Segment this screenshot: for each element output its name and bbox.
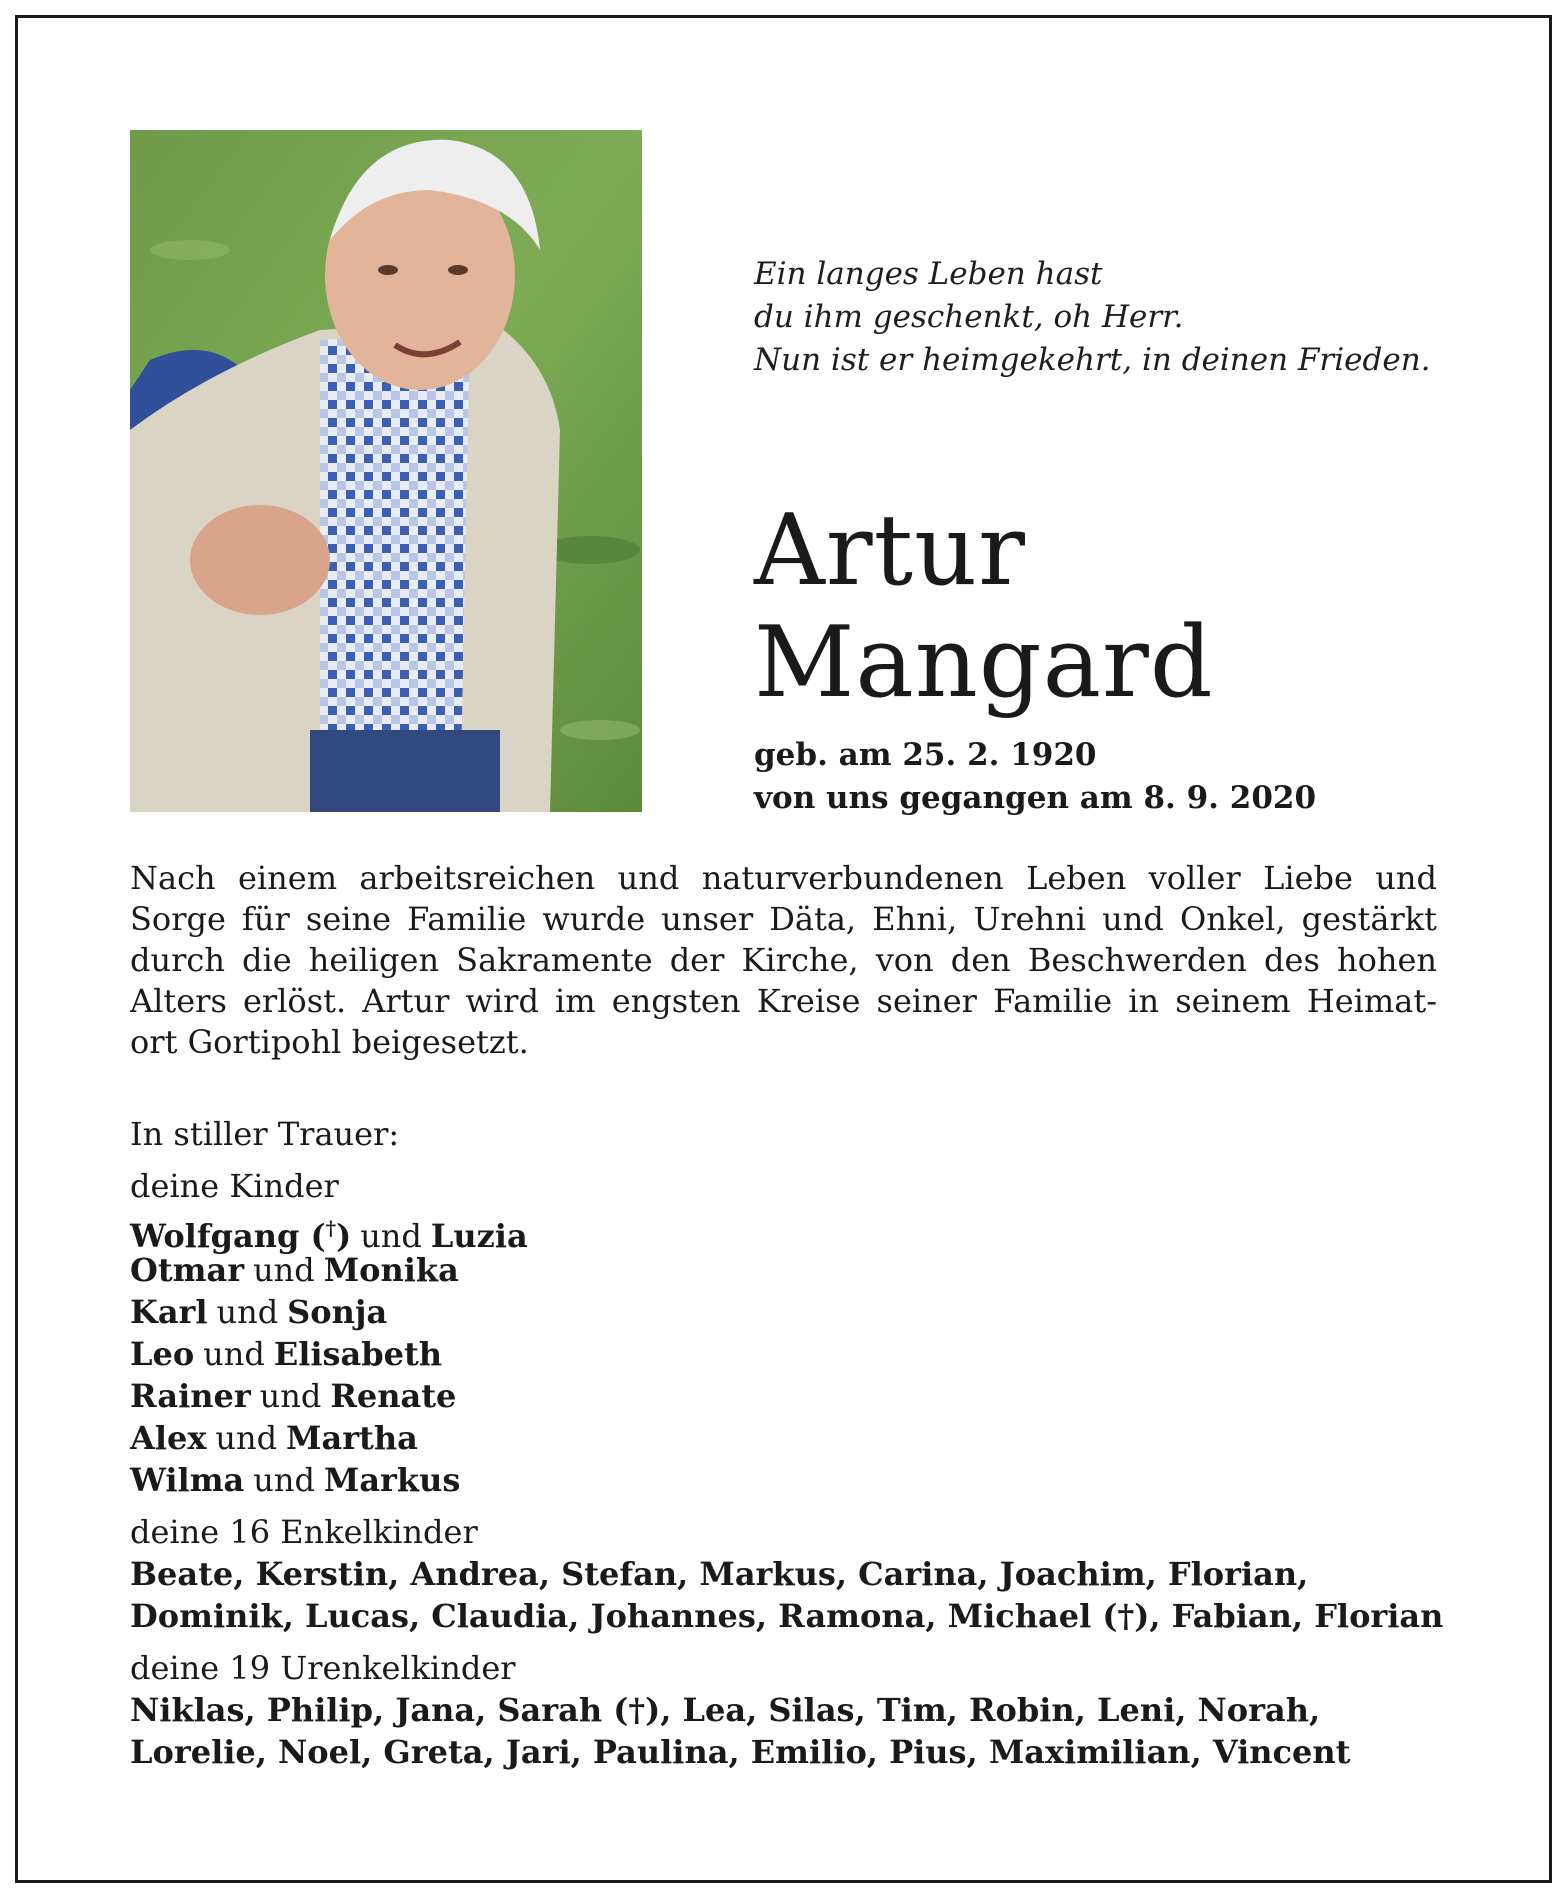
couple-row (130, 1375, 1443, 1417)
death-date: von uns gegangen am 8. 9. 2020 (754, 780, 1317, 816)
couple-row (130, 1291, 1443, 1333)
and-word: und (253, 1461, 315, 1499)
mourners-list (130, 1113, 1443, 1773)
and-word: und (360, 1217, 422, 1255)
last-name: Mangard (754, 606, 1214, 720)
child-name: Rainer (130, 1377, 251, 1415)
obituary-line: Alters erlöst. Artur wird im engsten Kreise seiner Familie in seinem Heimat- (130, 982, 1437, 1020)
and-word: und (253, 1251, 315, 1289)
obituary-line: durch die heiligen Sakramente der Kirche, von den Beschwerden des hohen (130, 941, 1437, 979)
spouse-name: Elisabeth (273, 1335, 443, 1373)
couple-row (130, 1417, 1443, 1459)
child-name: Otmar (130, 1251, 245, 1289)
verse-line: du ihm geschenkt, oh Herr. (754, 299, 1184, 335)
child-name: Alex (130, 1419, 207, 1457)
obituary-line: Sorge für seine Familie wurde unser Däta, Ehni, Urehni und Onkel, gestärkt (130, 900, 1437, 938)
couple-row (130, 1459, 1443, 1501)
great-grandchildren-line: Niklas, Philip, Jana, Sarah (†), Lea, Silas, Tim, Robin, Leni, Norah, (130, 1691, 1321, 1729)
spouse-name: Monika (323, 1251, 459, 1289)
birth-date: geb. am 25. 2. 1920 (754, 737, 1097, 773)
and-word: und (259, 1377, 322, 1415)
obituary-line: ort Gortipohl beigesetzt. (130, 1023, 529, 1061)
spouse-name: Martha (286, 1419, 418, 1457)
spouse-name: Markus (323, 1461, 461, 1499)
obituary-text (130, 858, 1437, 1063)
spouse-name: Sonja (287, 1293, 388, 1331)
spouse-name: Luzia (430, 1217, 528, 1255)
great-grandchildren-label: deine 19 Urenkelkinder (130, 1649, 516, 1687)
grandchildren-line: Dominik, Lucas, Claudia, Johannes, Ramona, Michael (†), Fabian, Florian (130, 1597, 1444, 1635)
grandchildren-line: Beate, Kerstin, Andrea, Stefan, Markus, Carina, Joachim, Florian, (130, 1555, 1309, 1593)
portrait-photo (130, 130, 642, 812)
children-couples (130, 1207, 1443, 1501)
and-word: und (203, 1335, 265, 1373)
grandchildren-label: deine 16 Enkelkinder (130, 1513, 478, 1551)
obituary-line: Nach einem arbeitsreichen und naturverbundenen Leben voller Liebe und (130, 859, 1437, 897)
children-label: deine Kinder (130, 1167, 339, 1205)
couple-row (130, 1333, 1443, 1375)
verse-line: Ein langes Leben hast (754, 256, 1103, 292)
child-name: Wolfgang (130, 1217, 300, 1255)
life-dates (754, 734, 1316, 820)
deceased-name (754, 495, 1214, 719)
child-name: Leo (130, 1335, 195, 1373)
great-grandchildren-line: Lorelie, Noel, Greta, Jari, Paulina, Emilio, Pius, Maximilian, Vincent (130, 1733, 1351, 1771)
cross-icon: † (325, 1216, 337, 1240)
child-name: Wilma (130, 1461, 245, 1499)
couple-row (130, 1207, 1443, 1255)
verse-line: Nun ist er heimgekehrt, in deinen Frieden. (754, 342, 1431, 378)
and-word: und (215, 1419, 278, 1457)
and-word: und (216, 1293, 279, 1331)
spouse-name: Renate (330, 1377, 457, 1415)
couple-row (130, 1249, 1443, 1291)
deceased-mark: (†) (299, 1216, 352, 1255)
verse (754, 253, 1431, 382)
mourning-intro: In stiller Trauer: (130, 1115, 400, 1153)
first-name: Artur (754, 494, 1026, 608)
child-name: Karl (130, 1293, 208, 1331)
